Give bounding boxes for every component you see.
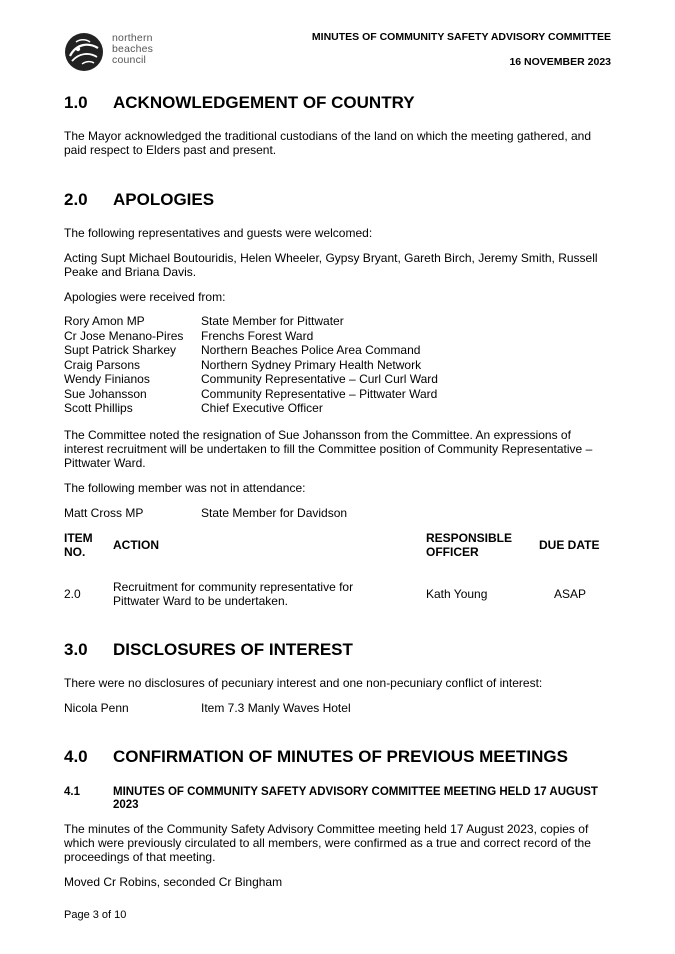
apology-role: Frenchs Forest Ward xyxy=(201,328,314,343)
apology-role: Community Representative – Pittwater Ward xyxy=(201,386,438,401)
resignation-note: The Committee noted the resignation of Sue Johansson from the Committee. An expressions of interest recruitment will be undertaken to fill the Committee position of Community Representative – Pittwater Ward. xyxy=(64,428,593,470)
apology-name: Supt Patrick Sharkey xyxy=(64,343,177,357)
section-1-body: The Mayor acknowledged the traditional custodians of the land on which the meeting gathered, and paid respect to Elders past and present. xyxy=(64,129,592,157)
subsection-4-1-number: 4.1 xyxy=(64,786,80,798)
disclosure-item: Item 7.3 Manly Waves Hotel xyxy=(201,701,351,715)
section-3-title: DISCLOSURES OF INTEREST xyxy=(113,640,353,659)
absent-role: State Member for Davidson xyxy=(201,506,348,520)
apology-name: Sue Johansson xyxy=(64,386,147,401)
table-header-responsible-officer: RESPONSIBLE OFFICER xyxy=(426,531,513,559)
table-header-action: ACTION xyxy=(113,538,159,552)
document-title: MINUTES OF COMMUNITY SAFETY ADVISORY COMMITTEE xyxy=(311,31,611,43)
section-1-number: 1.0 xyxy=(64,93,88,112)
section-4-number: 4.0 xyxy=(64,747,88,766)
disclosure-name: Nicola Penn xyxy=(64,701,129,715)
subsection-4-1-title: MINUTES OF COMMUNITY SAFETY ADVISORY COMMITTEE MEETING HELD 17 AUGUST 2023 xyxy=(113,786,598,811)
logo-line-2: beaches xyxy=(112,43,154,55)
section-3-heading xyxy=(64,640,353,660)
apology-name: Cr Jose Menano-Pires xyxy=(64,328,184,343)
disclosures-body: There were no disclosures of pecuniary interest and one non-pecuniary conflict of interest: xyxy=(64,676,543,690)
apology-name: Scott Phillips xyxy=(64,401,133,415)
moved-seconded: Moved Cr Robins, seconded Cr Bingham xyxy=(64,875,283,889)
section-2-title: APOLOGIES xyxy=(113,190,215,209)
section-1-title: ACKNOWLEDGEMENT OF COUNTRY xyxy=(113,93,415,112)
table-cell-officer: Kath Young xyxy=(426,587,488,601)
section-4-heading xyxy=(64,747,568,767)
welcomed-list: Acting Supt Michael Boutouridis, Helen Wheeler, Gypsy Bryant, Gareth Birch, Jeremy Smith, Russell Peake and Briana Davis. xyxy=(64,251,598,279)
page-number: Page 3 of 10 xyxy=(64,909,127,921)
table-header-item-no: ITEM NO. xyxy=(64,531,93,559)
logo-line-3: council xyxy=(112,54,147,66)
table-cell-due: ASAP xyxy=(554,587,587,601)
absent-name: Matt Cross MP xyxy=(64,506,144,520)
apology-role: Northern Beaches Police Area Command xyxy=(201,343,421,357)
section-2-heading xyxy=(64,190,214,210)
section-3-number: 3.0 xyxy=(64,640,88,659)
not-in-attendance-intro: The following member was not in attendance: xyxy=(64,481,306,495)
table-header-due-date: DUE DATE xyxy=(539,538,600,552)
welcomed-intro: The following representatives and guests were welcomed: xyxy=(64,226,373,240)
council-logo-icon xyxy=(62,30,106,74)
section-2-number: 2.0 xyxy=(64,190,88,209)
apology-name: Rory Amon MP xyxy=(64,314,145,328)
logo-line-1: northern xyxy=(112,32,153,44)
section-4-title: CONFIRMATION OF MINUTES OF PREVIOUS MEETINGS xyxy=(113,747,568,766)
apology-role: Chief Executive Officer xyxy=(201,401,323,415)
apology-role: Northern Sydney Primary Health Network xyxy=(201,357,422,372)
document-date: 16 NOVEMBER 2023 xyxy=(509,56,611,68)
table-cell-item: 2.0 xyxy=(64,587,81,601)
table-cell-action: Recruitment for community representative for Pittwater Ward to be undertaken. xyxy=(113,580,354,608)
council-logo-text xyxy=(112,33,153,66)
section-1-heading xyxy=(64,93,415,113)
apology-role: Community Representative – Curl Curl Ward xyxy=(201,372,438,386)
apologies-intro: Apologies were received from: xyxy=(64,290,226,304)
confirmation-body: The minutes of the Community Safety Advisory Committee meeting held 17 August 2023, copies of which were previously circulated to all members, were confirmed as a true and correct record of the proceedings of that meeting. xyxy=(64,822,591,864)
apology-name: Wendy Finianos xyxy=(64,372,150,386)
apology-name: Craig Parsons xyxy=(64,357,141,372)
apology-role: State Member for Pittwater xyxy=(201,314,344,328)
council-logo xyxy=(62,30,172,74)
